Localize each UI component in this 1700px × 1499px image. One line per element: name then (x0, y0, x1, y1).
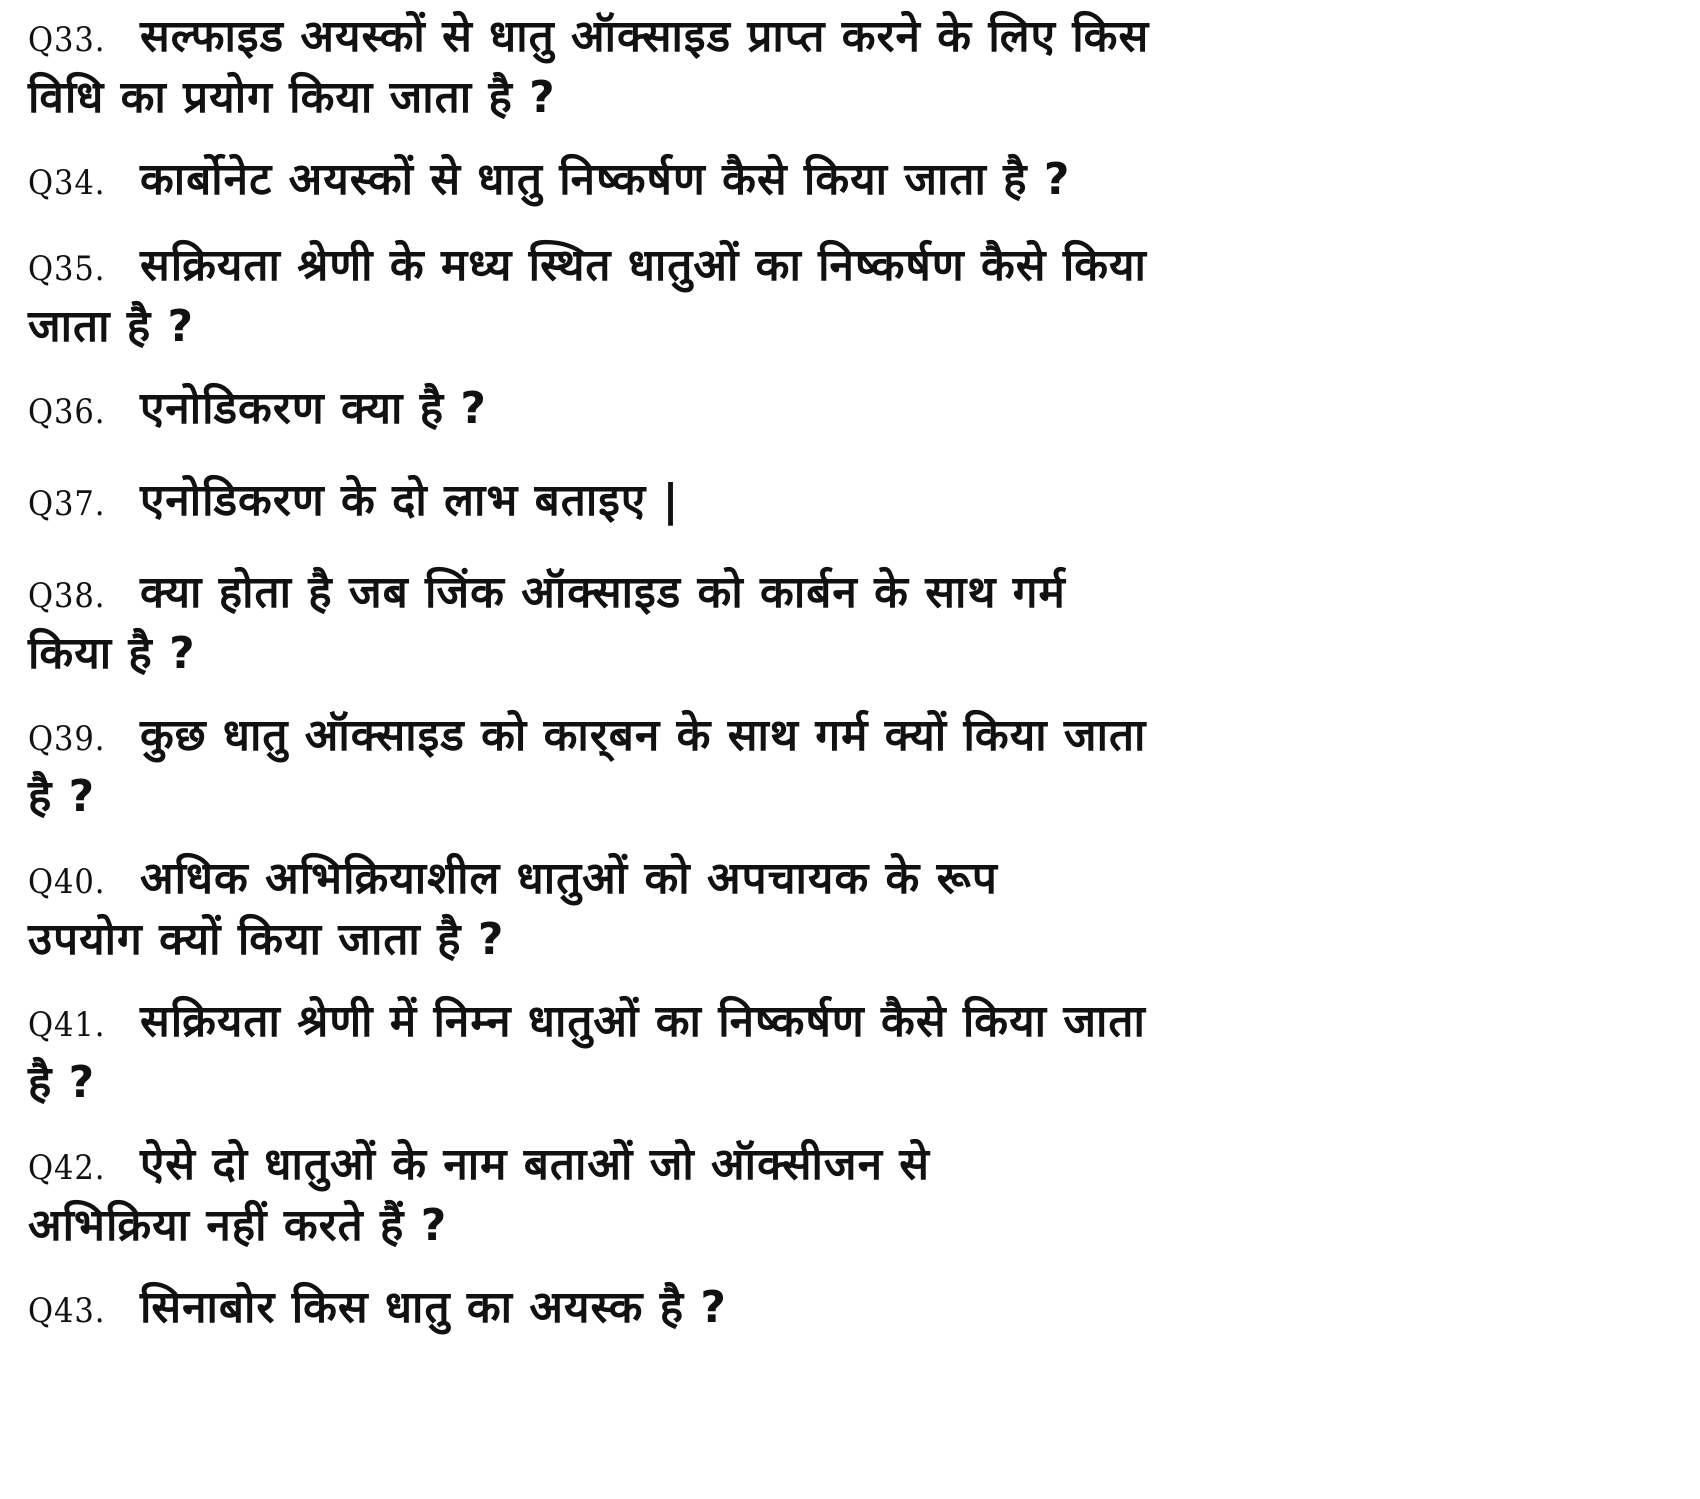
question-number: Q33. (28, 20, 106, 60)
question-list (28, 8, 1228, 1340)
question-item (28, 707, 1178, 825)
question-item (28, 1136, 1038, 1254)
question-item (28, 151, 1148, 212)
question-text: कुछ धातु ऑक्साइड को कार्‌बन के साथ गर्म क्यों किया जाता है ? (28, 710, 1147, 822)
question-item (28, 472, 1178, 533)
question-number: Q42. (28, 1148, 106, 1188)
question-text: सिनाबोर किस धातु का अयस्क है ? (139, 1282, 727, 1333)
question-item (28, 8, 1178, 126)
question-number: Q37. (28, 484, 106, 524)
question-number: Q36. (28, 392, 106, 432)
question-text: कार्बोनेट अयस्कों से धातु निष्कर्षण कैसे किया जाता है ? (139, 154, 1071, 205)
question-item (28, 1279, 1178, 1340)
question-text: सल्फाइड अयस्कों से धातु ऑक्साइड प्राप्त करने के लिए किस विधि का प्रयोग किया जाता है ? (28, 11, 1150, 123)
question-number: Q41. (28, 1005, 106, 1045)
question-number: Q39. (28, 719, 106, 759)
question-number: Q38. (28, 576, 106, 616)
question-number: Q43. (28, 1291, 106, 1331)
question-number: Q40. (28, 862, 106, 902)
question-item (28, 564, 1108, 682)
question-number: Q35. (28, 249, 106, 289)
question-item (28, 380, 1178, 441)
question-text: क्या होता है जब जिंक ऑक्साइड को कार्बन के साथ गर्म किया है ? (28, 567, 1066, 679)
question-item (28, 993, 1158, 1111)
question-text: सक्रियता श्रेणी के मध्य स्थित धातुओं का निष्कर्षण कैसे किया जाता है ? (28, 240, 1147, 352)
question-number: Q34. (28, 163, 106, 203)
question-text: एनोडिकरण क्या है ? (139, 383, 487, 434)
question-text: एनोडिकरण के दो लाभ बताइए | (139, 475, 680, 526)
question-text: ऐसे दो धातुओं के नाम बताओं जो ऑक्सीजन से अभिक्रिया नहीं करते हैं ? (28, 1139, 931, 1251)
question-item (28, 237, 1158, 355)
question-text: अधिक अभिक्रियाशील धातुओं को अपचायक के रूप उपयोग क्यों किया जाता है ? (28, 853, 998, 965)
question-text: सक्रियता श्रेणी में निम्न धातुओं का निष्कर्षण कैसे किया जाता है ? (28, 996, 1146, 1108)
question-item (28, 850, 1108, 968)
